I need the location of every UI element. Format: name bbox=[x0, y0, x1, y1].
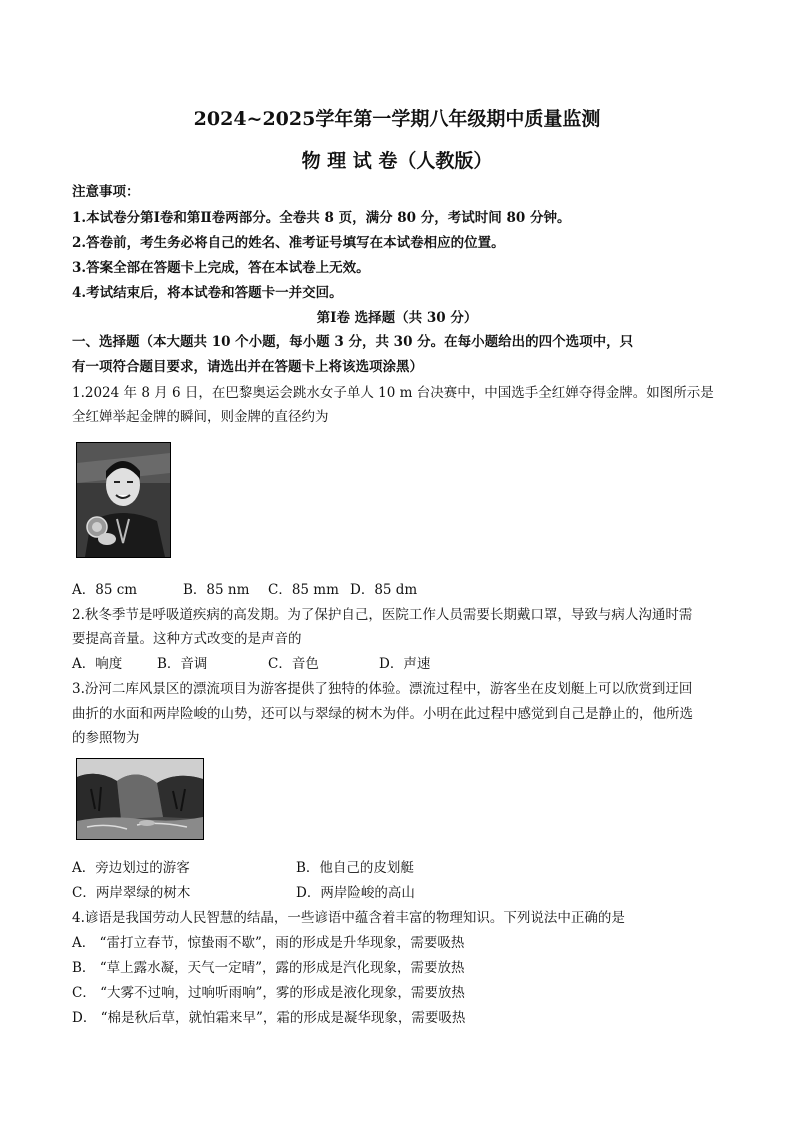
exam-subtitle: 物 理 试 卷（人教版） bbox=[301, 150, 493, 172]
question-1-stem: 全红婵举起金牌的瞬间，则金牌的直径约为 bbox=[72, 409, 329, 425]
question-1-stem: 1.2024 年 8 月 6 日，在巴黎奥运会跳水女子单人 10 m 台决赛中，中国选手全红婵夺得金牌。如图所示是 bbox=[72, 385, 714, 401]
note-item: 4.考试结束后，将本试卷和答题卡一并交回。 bbox=[72, 285, 343, 301]
section-title: 第Ⅰ卷 选择题（共 30 分） bbox=[316, 310, 478, 326]
question-1-option-d: D．85 dm bbox=[350, 582, 418, 598]
question-4-option-d: D． “棉是秋后草，就怕霜来早”，霜的形成是凝华现象，需要吸热 bbox=[72, 1010, 466, 1026]
question-3-option-c: C．两岸翠绿的树木 bbox=[72, 885, 191, 901]
question-1-option-a: A．85 cm bbox=[72, 582, 138, 598]
question-3-option-d: D．两岸险峻的高山 bbox=[296, 885, 415, 901]
question-4-option-c: C． “大雾不过响，过响听雨响”，雾的形成是液化现象，需要放热 bbox=[72, 985, 465, 1001]
question-2-option-a: A．响度 bbox=[72, 656, 123, 672]
diver-medal-photo bbox=[76, 442, 171, 558]
question-3-option-b: B．他自己的皮划艇 bbox=[296, 860, 414, 876]
note-item: 1.本试卷分第Ⅰ卷和第Ⅱ卷两部分。全卷共 8 页，满分 80 分，考试时间 80 分钟。 bbox=[72, 210, 571, 226]
question-3-stem: 3.汾河二库风景区的漂流项目为游客提供了独特的体验。漂流过程中，游客坐在皮划艇上可以欣赏到迂回 bbox=[72, 681, 693, 697]
question-2-option-b: B．音调 bbox=[157, 656, 208, 672]
question-3-option-a: A．旁边划过的游客 bbox=[72, 860, 190, 876]
notes-heading: 注意事项： bbox=[72, 184, 140, 200]
question-4-stem: 4.谚语是我国劳动人民智慧的结晶，一些谚语中蕴含着丰富的物理知识。下列说法中正确的是 bbox=[72, 910, 625, 926]
question-2-option-d: D．声速 bbox=[379, 656, 431, 672]
question-2-stem: 要提高音量。这种方式改变的是声音的 bbox=[72, 631, 302, 647]
section-instruction: 有一项符合题目要求，请选出并在答题卡上将该选项涂黑） bbox=[72, 359, 423, 375]
exam-title: 2024~2025学年第一学期八年级期中质量监测 bbox=[193, 108, 601, 130]
question-4-option-a: A． “雷打立春节，惊蛰雨不歇”，雨的形成是升华现象，需要吸热 bbox=[72, 935, 465, 951]
question-2-stem: 2.秋冬季节是呼吸道疾病的高发期。为了保护自己，医院工作人员需要长期戴口罩，导致与病人沟通时需 bbox=[72, 607, 693, 623]
rafting-scenery-photo bbox=[76, 758, 204, 840]
question-1-option-b: B．85 nm bbox=[183, 582, 250, 598]
note-item: 3.答案全部在答题卡上完成，答在本试卷上无效。 bbox=[72, 260, 370, 276]
question-1-option-c: C．85 mm bbox=[268, 582, 339, 598]
note-item: 2.答卷前，考生务必将自己的姓名、准考证号填写在本试卷相应的位置。 bbox=[72, 235, 505, 251]
question-3-stem: 曲折的水面和两岸险峻的山势，还可以与翠绿的树木为伴。小明在此过程中感觉到自己是静止的，他所选 bbox=[72, 706, 693, 722]
question-4-option-b: B． “草上露水凝，天气一定晴”，露的形成是汽化现象，需要放热 bbox=[72, 960, 465, 976]
question-3-stem: 的参照物为 bbox=[72, 730, 140, 746]
question-2-option-c: C．音色 bbox=[268, 656, 319, 672]
section-instruction: 一、选择题（本大题共 10 个小题，每小题 3 分，共 30 分。在每小题给出的四个选项中，只 bbox=[72, 334, 634, 350]
